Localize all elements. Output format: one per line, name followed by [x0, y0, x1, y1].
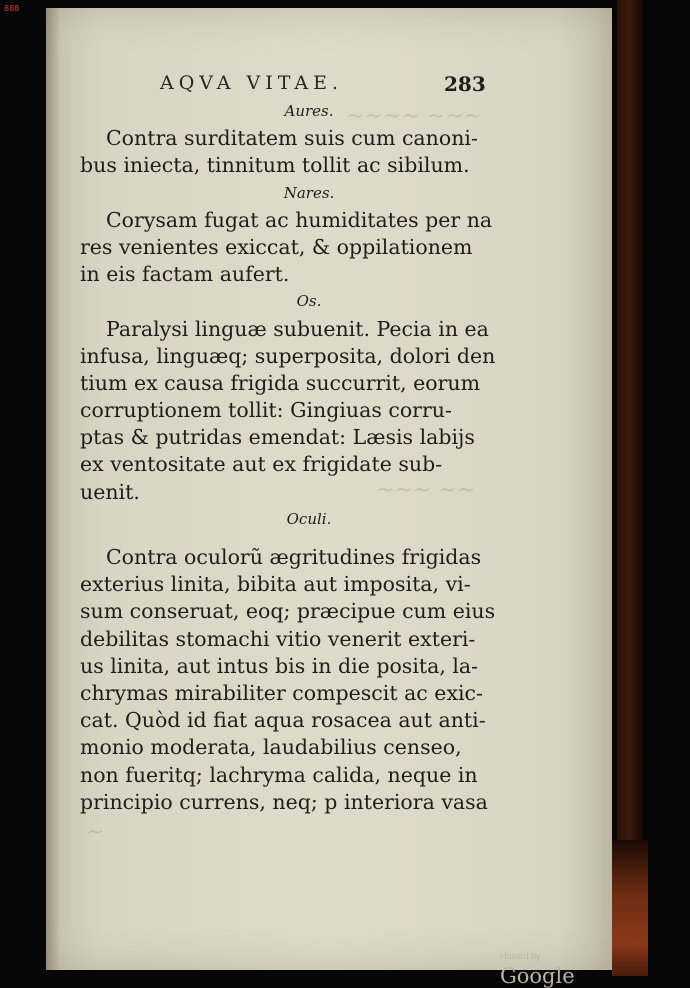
text-line: tium ex causa frigida succurrit, eorum: [80, 370, 481, 395]
book-page: [46, 8, 612, 988]
text-line: us linita, aut intus bis in die posita, la-: [80, 653, 479, 678]
text-line: sum conseruat, eoq; præcipue cum eius: [80, 599, 496, 624]
bleed-through-mark: ~~~~ ~~~: [346, 104, 483, 129]
bleed-through-mark: ~~~ ~~: [376, 478, 476, 503]
text-line: Contra oculorũ ægritudines frigidas: [106, 545, 482, 569]
page-number: 283: [444, 72, 486, 96]
text-line: res venientes exiccat, & oppilationem: [80, 234, 473, 259]
watermark-prefix: Hosted by: [500, 951, 541, 961]
bleed-through-mark: ~: [86, 820, 105, 845]
text-line: exterius linita, bibita aut imposita, vi-: [80, 572, 471, 597]
page-gutter-shadow: [46, 8, 60, 970]
section-heading: Oculi.: [286, 509, 332, 528]
text-line: in eis factam aufert.: [80, 262, 290, 287]
google-logo: Google: [500, 964, 575, 988]
text-line: corruptionem tollit: Gingiuas corru-: [80, 398, 452, 423]
scan-corner-tag: 888: [4, 4, 20, 13]
text-line: cat. Quòd id fiat aqua rosacea aut anti-: [80, 708, 486, 733]
text-line: infusa, linguæq; superposita, dolori den: [80, 343, 496, 368]
hosted-by-google-watermark: [500, 946, 612, 988]
text-line: Corysam fugat ac humiditates per na: [106, 207, 493, 232]
section-heading: Nares.: [283, 183, 335, 202]
text-line: non fueritq; lachryma calida, neque in: [80, 762, 478, 787]
text-line: uenit.: [80, 479, 140, 504]
main-text: [80, 98, 538, 816]
book-edge: [617, 0, 643, 976]
text-line: bus iniecta, tinnitum tollit ac sibilum.: [80, 153, 470, 178]
section-heading: Os.: [296, 292, 322, 311]
book-edge-lower: [612, 840, 648, 976]
section-gap: [80, 533, 538, 544]
text-line: ptas & putridas emendat: Læsis labijs: [80, 425, 475, 450]
text-line: chrymas mirabiliter compescit ac exic-: [80, 680, 483, 705]
text-line: Contra surditatem suis cum canoni-: [106, 126, 478, 151]
text-line: principio currens, neq; p interiora vasa: [80, 789, 488, 814]
text-line: Paralysi linguæ subuenit. Pecia in ea: [106, 316, 489, 341]
text-line: monio moderata, laudabilius censeo,: [80, 735, 462, 760]
text-line: debilitas stomachi vitio venerit exteri-: [80, 626, 476, 651]
running-head: AQVA VITAE.: [160, 72, 343, 94]
text-line: ex ventositate aut ex frigidate sub-: [80, 452, 443, 477]
section-heading: Aures.: [284, 102, 334, 120]
